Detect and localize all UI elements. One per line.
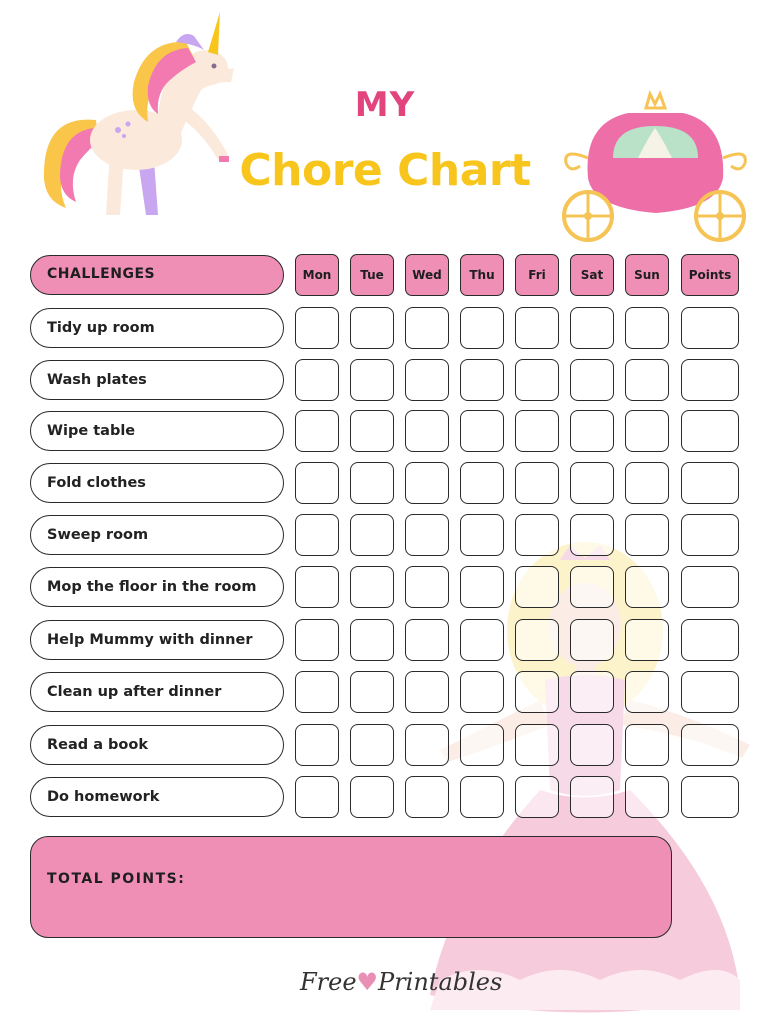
task-label: Do homework xyxy=(47,789,160,805)
checkbox-fri[interactable] xyxy=(515,462,559,504)
checkbox-sun[interactable] xyxy=(625,619,669,661)
checkbox-fri[interactable] xyxy=(515,566,559,608)
checkbox-sun[interactable] xyxy=(625,671,669,713)
checkbox-sat[interactable] xyxy=(570,566,614,608)
checkbox-tue[interactable] xyxy=(350,724,394,766)
unicorn-illustration xyxy=(36,10,246,225)
checkbox-fri[interactable] xyxy=(515,671,559,713)
checkbox-mon[interactable] xyxy=(295,462,339,504)
checkbox-mon[interactable] xyxy=(295,776,339,818)
points-cell[interactable] xyxy=(681,671,739,713)
points-cell[interactable] xyxy=(681,359,739,401)
checkbox-sun[interactable] xyxy=(625,776,669,818)
checkbox-fri[interactable] xyxy=(515,619,559,661)
checkbox-thu[interactable] xyxy=(460,307,504,349)
checkbox-mon[interactable] xyxy=(295,359,339,401)
checkbox-sun[interactable] xyxy=(625,724,669,766)
checkbox-sun[interactable] xyxy=(625,359,669,401)
points-cell[interactable] xyxy=(681,619,739,661)
day-header-sat: Sat xyxy=(570,254,614,296)
points-cell[interactable] xyxy=(681,566,739,608)
checkbox-sun[interactable] xyxy=(625,566,669,608)
task-pill xyxy=(30,308,284,348)
task-pill xyxy=(30,672,284,712)
task-label: Wash plates xyxy=(47,372,147,388)
checkbox-thu[interactable] xyxy=(460,359,504,401)
checkbox-mon[interactable] xyxy=(295,724,339,766)
total-points-label: TOTAL POINTS: xyxy=(47,871,186,887)
checkbox-sat[interactable] xyxy=(570,359,614,401)
task-label: Fold clothes xyxy=(47,475,146,491)
checkbox-thu[interactable] xyxy=(460,776,504,818)
task-pill xyxy=(30,463,284,503)
task-label: Clean up after dinner xyxy=(47,684,222,700)
task-label: Wipe table xyxy=(47,423,136,439)
brand-logo: Free♥Printables xyxy=(300,968,503,996)
points-cell[interactable] xyxy=(681,724,739,766)
checkbox-sat[interactable] xyxy=(570,462,614,504)
checkbox-tue[interactable] xyxy=(350,566,394,608)
checkbox-thu[interactable] xyxy=(460,514,504,556)
checkbox-wed[interactable] xyxy=(405,776,449,818)
checkbox-wed[interactable] xyxy=(405,671,449,713)
checkbox-sat[interactable] xyxy=(570,619,614,661)
checkbox-wed[interactable] xyxy=(405,724,449,766)
day-header-sun: Sun xyxy=(625,254,669,296)
checkbox-fri[interactable] xyxy=(515,410,559,452)
task-label: Tidy up room xyxy=(47,320,155,336)
points-cell[interactable] xyxy=(681,410,739,452)
checkbox-fri[interactable] xyxy=(515,724,559,766)
checkbox-fri[interactable] xyxy=(515,776,559,818)
day-header-thu: Thu xyxy=(460,254,504,296)
checkbox-thu[interactable] xyxy=(460,671,504,713)
checkbox-mon[interactable] xyxy=(295,514,339,556)
checkbox-sat[interactable] xyxy=(570,671,614,713)
checkbox-mon[interactable] xyxy=(295,671,339,713)
task-label: Sweep room xyxy=(47,527,149,543)
task-label: Mop the floor in the room xyxy=(47,579,257,595)
checkbox-mon[interactable] xyxy=(295,619,339,661)
checkbox-wed[interactable] xyxy=(405,619,449,661)
task-label: Help Mummy with dinner xyxy=(47,632,253,648)
task-pill xyxy=(30,725,284,765)
checkbox-sat[interactable] xyxy=(570,410,614,452)
points-cell[interactable] xyxy=(681,776,739,818)
points-header: Points xyxy=(681,254,739,296)
checkbox-wed[interactable] xyxy=(405,514,449,556)
points-cell[interactable] xyxy=(681,514,739,556)
checkbox-tue[interactable] xyxy=(350,671,394,713)
checkbox-wed[interactable] xyxy=(405,410,449,452)
checkbox-wed[interactable] xyxy=(405,359,449,401)
checkbox-thu[interactable] xyxy=(460,566,504,608)
checkbox-sat[interactable] xyxy=(570,514,614,556)
checkbox-tue[interactable] xyxy=(350,462,394,504)
checkbox-fri[interactable] xyxy=(515,307,559,349)
task-pill xyxy=(30,411,284,451)
points-cell[interactable] xyxy=(681,307,739,349)
checkbox-wed[interactable] xyxy=(405,566,449,608)
day-header-tue: Tue xyxy=(350,254,394,296)
carriage-illustration xyxy=(558,88,753,248)
checkbox-mon[interactable] xyxy=(295,410,339,452)
checkbox-thu[interactable] xyxy=(460,619,504,661)
task-pill xyxy=(30,777,284,817)
checkbox-fri[interactable] xyxy=(515,359,559,401)
day-header-wed: Wed xyxy=(405,254,449,296)
checkbox-sun[interactable] xyxy=(625,410,669,452)
page-title: Chore Chart xyxy=(239,145,531,196)
checkbox-sun[interactable] xyxy=(625,462,669,504)
checkbox-mon[interactable] xyxy=(295,566,339,608)
checkbox-sat[interactable] xyxy=(570,724,614,766)
checkbox-tue[interactable] xyxy=(350,619,394,661)
total-points-box[interactable] xyxy=(30,836,672,938)
checkbox-tue[interactable] xyxy=(350,776,394,818)
points-cell[interactable] xyxy=(681,462,739,504)
checkbox-thu[interactable] xyxy=(460,410,504,452)
checkbox-sun[interactable] xyxy=(625,307,669,349)
task-pill xyxy=(30,620,284,660)
checkbox-wed[interactable] xyxy=(405,307,449,349)
checkbox-sat[interactable] xyxy=(570,776,614,818)
checkbox-thu[interactable] xyxy=(460,724,504,766)
task-pill xyxy=(30,360,284,400)
checkbox-tue[interactable] xyxy=(350,514,394,556)
checkbox-tue[interactable] xyxy=(350,359,394,401)
day-header-fri: Fri xyxy=(515,254,559,296)
day-header-mon: Mon xyxy=(295,254,339,296)
challenges-label: CHALLENGES xyxy=(47,266,156,282)
task-pill xyxy=(30,515,284,555)
checkbox-fri[interactable] xyxy=(515,514,559,556)
title-my: MY xyxy=(354,85,416,125)
checkbox-thu[interactable] xyxy=(460,462,504,504)
task-pill xyxy=(30,567,284,607)
checkbox-mon[interactable] xyxy=(295,307,339,349)
task-label: Read a book xyxy=(47,737,148,753)
challenges-header xyxy=(30,255,284,295)
checkbox-sun[interactable] xyxy=(625,514,669,556)
checkbox-sat[interactable] xyxy=(570,307,614,349)
checkbox-tue[interactable] xyxy=(350,410,394,452)
checkbox-tue[interactable] xyxy=(350,307,394,349)
checkbox-wed[interactable] xyxy=(405,462,449,504)
